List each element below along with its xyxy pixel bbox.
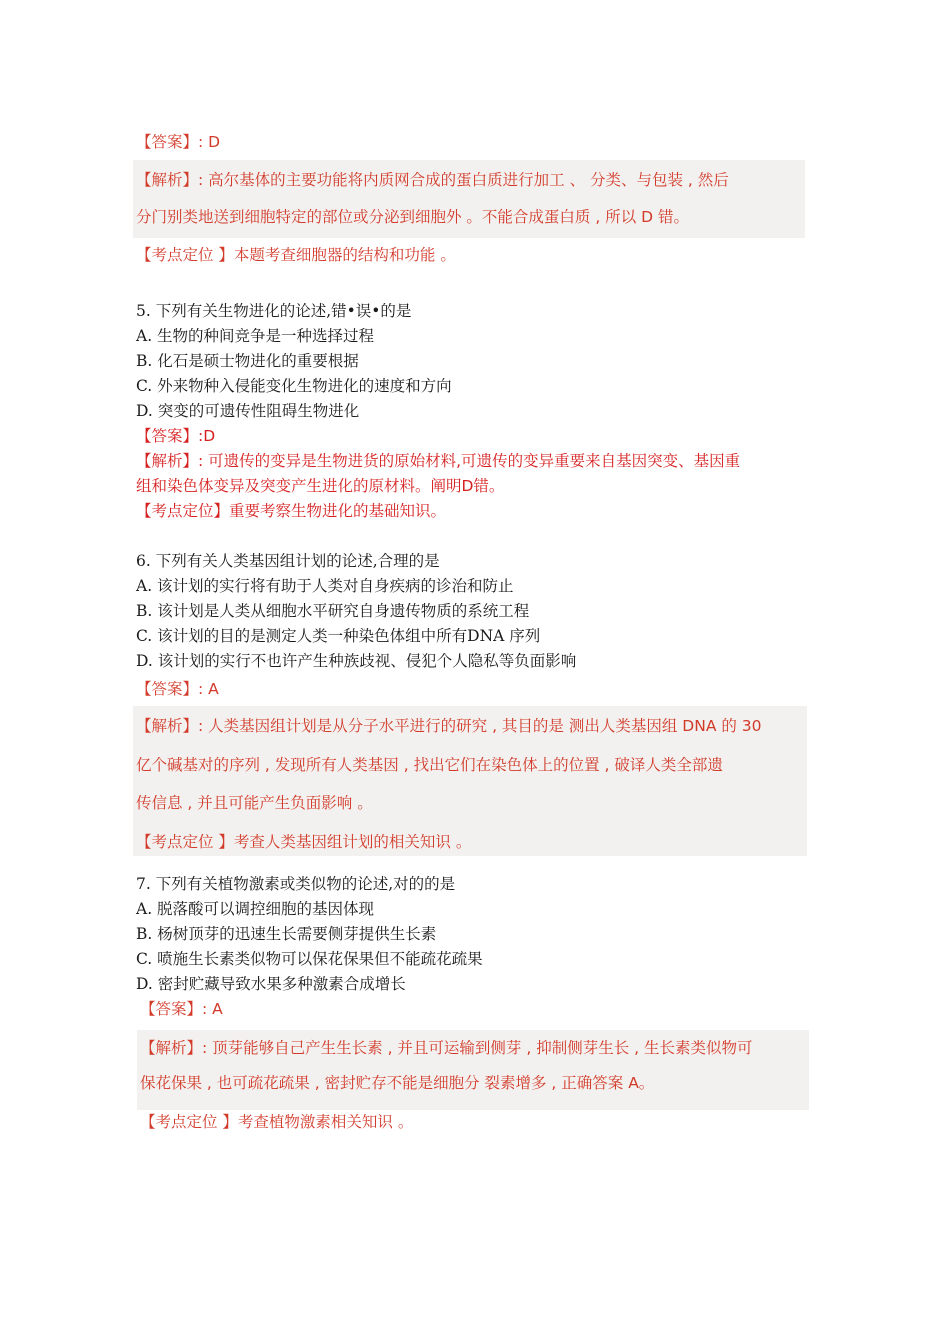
q6-analysis-line-3: 传信息 , 并且可能产生负面影响 。 xyxy=(136,794,373,812)
q6-analysis-line-1: 【解析】: 人类基因组计划是从分子水平进行的研究 , 其目的是 测出人类基因组 DNA 的 30 xyxy=(136,717,762,735)
q5-analysis-line-1: 【解析】: 可遗传的变异是生物进货的原始材料,可遗传的变异重要来自基因突变、基因重 xyxy=(136,452,741,470)
q5-option-a: A. 生物的种间竞争是一种选择过程 xyxy=(136,327,375,345)
q7-analysis-line-1: 【解析】: 顶芽能够自己产生生长素 , 并且可运输到侧芽 , 抑制侧芽生长 , 生长素类似物可 xyxy=(140,1039,753,1057)
q6-option-a: A. 该计划的实行将有助于人类对自身疾病的诊治和防止 xyxy=(136,577,514,595)
q5-option-b: B. 化石是硕士物进化的重要根据 xyxy=(136,352,359,370)
q5-stem: 5. 下列有关生物进化的论述,错•误•的是 xyxy=(136,302,412,320)
q7-point: 【考点定位 】考查植物激素相关知识 。 xyxy=(140,1113,414,1131)
q4-analysis-line-2: 分门别类地送到细胞特定的部位或分泌到细胞外 。不能合成蛋白质 , 所以 D 错。 xyxy=(136,208,689,226)
q5-option-d: D. 突变的可遗传性阻碍生物进化 xyxy=(136,402,360,420)
q5-answer: 【答案】:D xyxy=(136,427,216,445)
q6-analysis-line-2: 亿个碱基对的序列 , 发现所有人类基因 , 找出它们在染色体上的位置 , 破译人类全部遗 xyxy=(136,756,723,774)
q7-answer: 【答案】: A xyxy=(140,1000,223,1018)
q7-stem: 7. 下列有关植物激素或类似物的论述,对的的是 xyxy=(136,875,456,893)
q7-analysis-line-2: 保花保果 , 也可疏花疏果 , 密封贮存不能是细胞分 裂素增多 , 正确答案 A。 xyxy=(140,1074,655,1092)
q6-option-c: C. 该计划的目的是测定人类一种染色体组中所有DNA 序列 xyxy=(136,627,541,645)
q5-analysis-line-2: 组和染色体变异及突变产生进化的原材料。阐明D错。 xyxy=(136,477,505,495)
q6-stem: 6. 下列有关人类基因组计划的论述,合理的是 xyxy=(136,552,440,570)
q5-point: 【考点定位】重要考察生物进化的基础知识。 xyxy=(136,502,447,520)
q5-option-c: C. 外来物种入侵能变化生物进化的速度和方向 xyxy=(136,377,452,395)
q6-point: 【考点定位 】考查人类基因组计划的相关知识 。 xyxy=(136,833,472,851)
q4-point: 【考点定位 】本题考查细胞器的结构和功能 。 xyxy=(136,246,456,264)
q6-option-d: D. 该计划的实行不也许产生种族歧视、侵犯个人隐私等负面影响 xyxy=(136,652,577,670)
q7-option-d: D. 密封贮藏导致水果多种激素合成增长 xyxy=(136,975,406,993)
q6-answer: 【答案】: A xyxy=(136,680,219,698)
q7-option-c: C. 喷施生长素类似物可以保花保果但不能疏花疏果 xyxy=(136,950,483,968)
q4-analysis-line-1: 【解析】: 高尔基体的主要功能将内质网合成的蛋白质进行加工 、 分类、与包装 , 然后 xyxy=(136,171,729,189)
q7-option-a: A. 脱落酸可以调控细胞的基因体现 xyxy=(136,900,375,918)
q6-option-b: B. 该计划是人类从细胞水平研究自身遗传物质的系统工程 xyxy=(136,602,530,620)
q7-option-b: B. 杨树顶芽的迅速生长需要侧芽提供生长素 xyxy=(136,925,437,943)
q4-answer: 【答案】: D xyxy=(136,133,221,151)
